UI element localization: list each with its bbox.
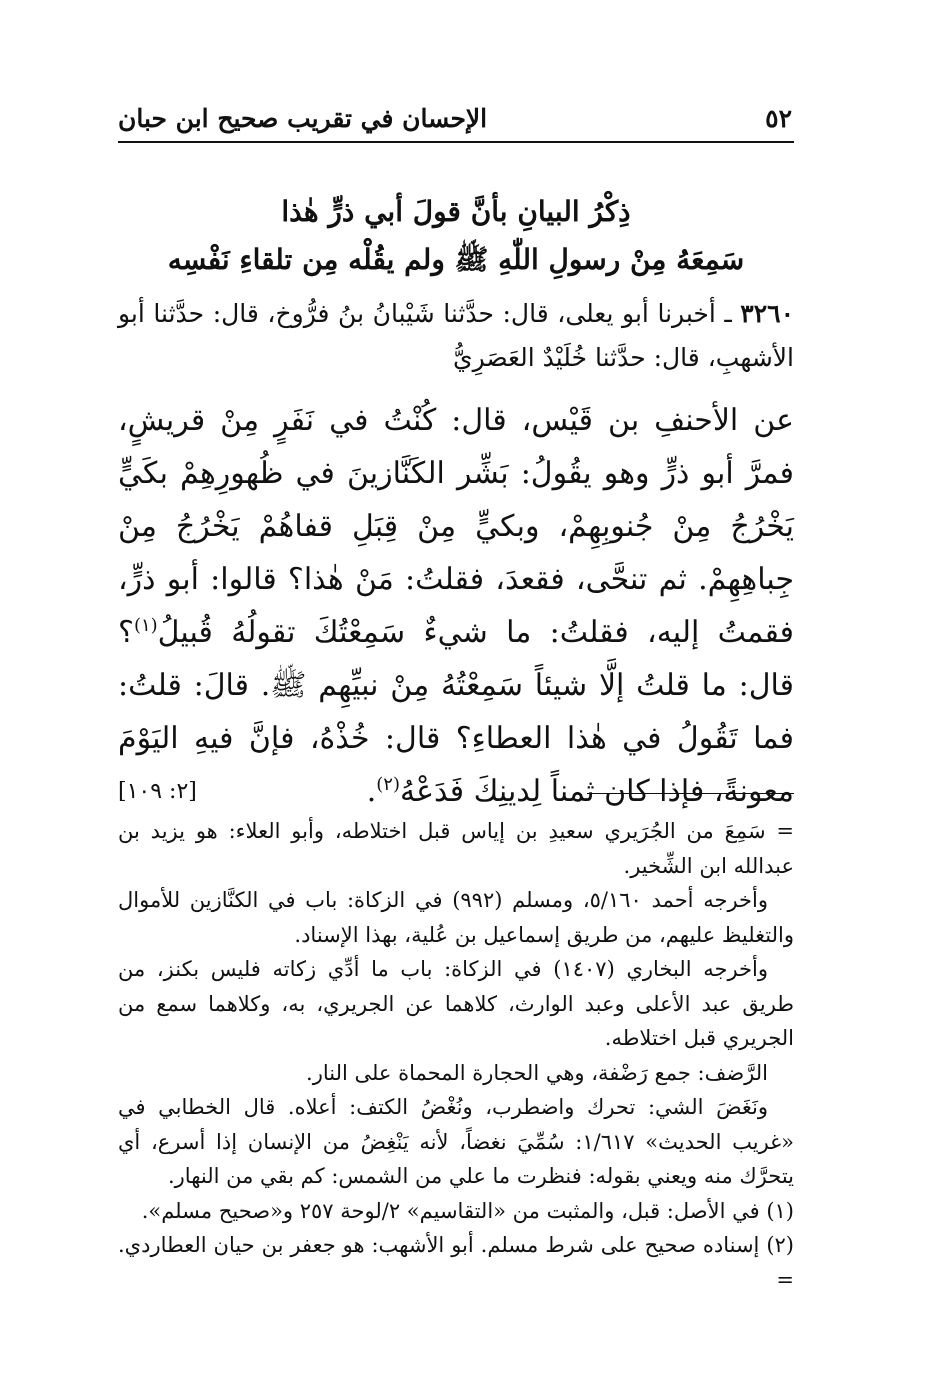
footnote-continuation: = سَمِعَ من الجُرَيري سعيدِ بن إياس قبل اختلاطه، وأبو العلاء: هو يزيد بن عبدالله ابن الشِّخير. (118, 819, 794, 878)
running-title: الإحسان في تقريب صحيح ابن حبان (118, 104, 488, 133)
note-paragraph: الرَّضف: جمع رَضْفة، وهي الحجارة المحماة على النار. (306, 1060, 768, 1085)
isnad-text: ـ أخبرنا أبو يعلى، قال: حدَّثنا شَيْبانُ بنُ فرُّوخ، قال: حدَّثنا أبو الأشهبِ، قال: حدَّثنا خُلَيْدٌ العَصَرِيُّ (118, 299, 794, 372)
hadith-isnad (118, 292, 794, 380)
note-paragraph: ونَغَضَ الشي: تحرك واضطرب، ونُغْضُ الكتف: أعلاه. قال الخطابي في «غريب الحديث» ١/٦١٧: سُمِّيَ نغضاً، لأنه يَنْغِضُ من الإنسان إذا أسرع، أي يتحرَّك منه ويعني بقوله: فنظرت ما علي من الشمس: كم بقي من النهار. (118, 1095, 795, 1188)
page-number: ٥٢ (765, 104, 792, 133)
footnote-separator (587, 793, 794, 794)
hadith-number: ٣٢٦٠ (740, 299, 794, 328)
footnote-1: (١) في الأصل: قبل، والمثبت من «التقاسيم» ٢/لوحة ٢٥٧ و«صحيح مسلم». (141, 1198, 794, 1223)
hadith-matn (118, 394, 794, 818)
hadith-reference: [٢: ١٠٩] (118, 779, 197, 804)
chapter-title-line-2: سَمِعَهُ مِنْ رسولِ اللّٰهِ ﷺ ولم يقُلْه مِن تلقاءِ نَفْسِه (167, 243, 745, 276)
footnote-marker-2: (٢) (376, 774, 400, 795)
note-paragraph: وأخرجه أحمد ٥/١٦٠، ومسلم (٩٩٢) في الزكاة: باب في الكنَّازين للأموال والتغليظ عليهم، من طريق إسماعيل بن عُلية، بهذا الإسناد. (118, 888, 794, 947)
chapter-title (150, 188, 762, 284)
chapter-title-line-1: ذِكْرُ البيانِ بأنَّ قولَ أبي ذرٍّ هٰذا (281, 195, 631, 228)
matn-text-part-2: ؟ قال: ما قلتُ إلَّا شيئاً سَمِعْتُهُ مِنْ نبيِّهِم ﷺ. قالَ: قلتُ: فما تَقُولُ في هٰذا العطاءِ؟ قال: خُذْهُ، فإنَّ فيهِ اليَوْمَ معونةً، فإذا كان ثمناً لِدينِكَ فَدَعْهُ (118, 615, 794, 809)
footnotes (118, 814, 794, 1297)
footnote-2: (٢) إسناده صحيح على شرط مسلم. أبو الأشهب: هو جعفر بن حيان العطاردي. = (118, 1233, 794, 1292)
note-paragraph: وأخرجه البخاري (١٤٠٧) في الزكاة: باب ما أدِّي زكاته فليس بكنز، من طريق عبد الأعلى وعبد الوارث، كلاهما عن الجريري، به، وكلاهما سمع من الجريري قبل اختلاطه. (118, 957, 794, 1050)
matn-end: . (366, 774, 377, 809)
page-header (118, 96, 794, 136)
footnote-marker-1: (١) (133, 615, 158, 636)
matn-text-part-1: عن الأحنفِ بن قَيْس، قال: كُنْتُ في نَفَرٍ مِنْ قريشٍ، فمرَّ أبو ذرٍّ وهو يقُولُ: بَشِّر الكَنَّازينَ في ظُهورِهِمْ بكَيٍّ يَخْرُجُ مِنْ جُنوبِهِمْ، وبكيٍّ مِنْ قِبَلِ قفاهُمْ يَخْرُجُ مِنْ جِباهِهِمْ. ثم تنحَّى، فقعدَ، فقلتُ: مَنْ هٰذا؟ قالوا: أبو ذرٍّ، فقمتُ إليه، فقلتُ: ما شيءٌ سَمِعْتُكَ تقولُهُ قُبيلُ (118, 403, 794, 650)
header-rule (118, 141, 794, 143)
